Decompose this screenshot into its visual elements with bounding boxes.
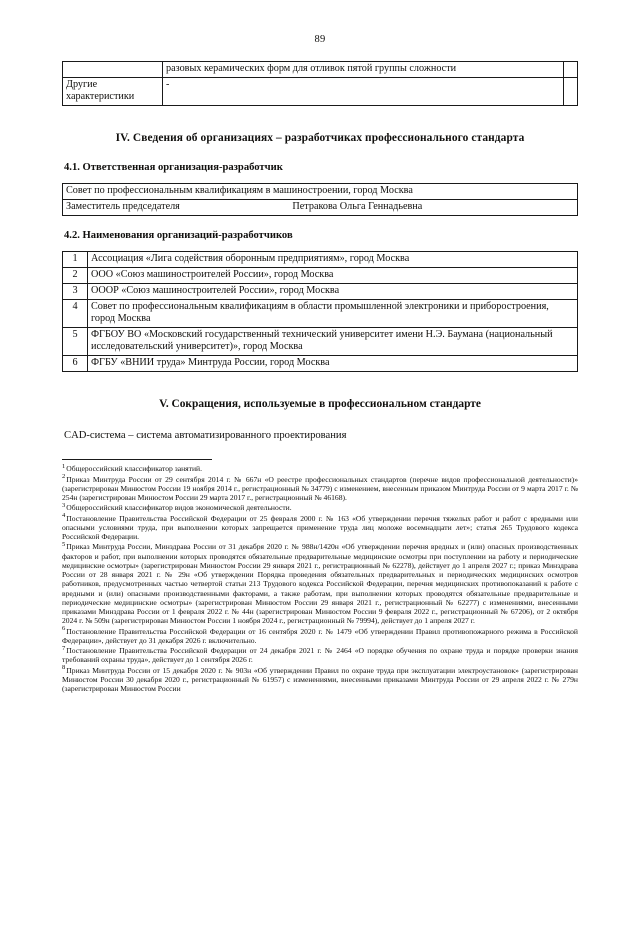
responsible-organization-name: Совет по профессиональным квалификациям в машиностроении, город Москва [63,184,578,200]
section-5-title: V. Сокращения, используемые в профессиональном стандарте [159,398,481,411]
row-number: 4 [63,300,88,328]
footnote [62,646,578,665]
footnote-text: Общероссийский классификатор видов экономической деятельности. [66,503,292,513]
table-row [63,184,578,200]
footnote [62,464,578,473]
table-row [63,78,578,106]
responsible-position: Заместитель председателя [66,201,180,213]
footnote-marker: 3 [62,501,66,509]
footnote-marker: 2 [62,473,66,481]
row-number: 2 [63,268,88,284]
section-4-2-heading: 4.2. Наименования организаций-разработчиков [64,230,293,242]
organization-name: ООО «Союз машиностроителей России», город Москва [88,268,578,284]
footnote-text: Приказ Минтруда России, Минздрава России от 31 декабря 2020 г. № 988н/1420н «Об утверждении перечня вредных и (или) опасных производственных факторов и работ, при выполнении которых проводятся обязательные предварительные медицинские осмотры при поступлении на работу и периодические медицинские осмотры» (зарегистрирован Минюстом России 29 января 2021 г., регистрационный № 62278), действует до 1 апреля 2027 г.; приказ Минздрава России от 28 января 2021 г. № 29н «Об утверждении Порядка проведения обязательных предварительных и периодических медицинских осмотров работников, предусмотренных частью четвертой статьи 213 Трудового кодекса Российской Федерации, перечня медицинских противопоказаний к работе с вредными и (или) опасными производственными факторами, а также работам, при выполнении которых проводятся обязательные предварительные и периодические медицинские осмотры» (зарегистрирован Минюстом России 29 января 2021 г., регистрационный № 62277) с изменениями, внесенными приказами Минздрава России от 1 февраля 2022 г. № 44н (зарегистрирован Минюстом России 9 февраля 2022 г., регистрационный № 67206), от 2 октября 2024 г. № 509н (зарегистрирован Минюстом России 1 ноября 2024 г., регистрационный № 79994), действует до 1 апреля 2027 г. [62,542,578,626]
section-4-title: IV. Сведения об организациях – разработчиках профессионального стандарта [115,132,525,145]
responsible-position-cell [63,200,578,216]
footnote-marker: 5 [62,540,66,548]
row-number: 1 [63,252,88,268]
row-value: - [163,78,564,106]
abbreviation-item: CAD-система – система автоматизированного проектирования [64,430,347,442]
footnote-marker: 4 [62,512,66,520]
organization-name: Совет по профессиональным квалификациям в области промышленной электроники и приборостроения, город Москва [88,300,578,328]
table-row [63,200,578,216]
footnote-text: Постановление Правительства Российской Федерации от 24 декабря 2021 г. № 2464 «О порядке обучения по охране труда и порядке проверки знания требований охраны труда», действует до 1 сентября 2026 г. [62,646,578,665]
footnote-text: Общероссийский классификатор занятий. [66,464,202,474]
organization-name: ФГБУ «ВНИИ труда» Минтруда России, город Москва [88,356,578,372]
footnote-text: Приказ Минтруда России от 29 сентября 2014 г. № 667н «О реестре профессиональных стандартов (перечне видов профессиональной деятельности)» (зарегистрирован Минюстом России 19 ноября 2014 г., регистрационный № 34779) с изменением, внесенным приказом Минтруда России от 9 марта 2017 г. № 254н (зарегистрирован Минюстом России 29 марта 2017 г., регистрационный № 46168). [62,474,578,503]
table-row [63,300,578,328]
row-number: 6 [63,356,88,372]
footnote [62,514,578,542]
organization-name: ОООР «Союз машиностроителей России», город Москва [88,284,578,300]
row-number: 5 [63,328,88,356]
footnote [62,542,578,625]
footnote [62,503,578,512]
footnotes-block [62,441,578,693]
footnote-text: Приказ Минтруда России от 15 декабря 2020 г. № 903н «Об утверждении Правил по охране труда при эксплуатации электроустановок» (зарегистрирован Минюстом России 30 декабря 2020 г., регистрационный № 61957) с изменениями, внесенными приказами Минтруда России от 29 апреля 2022 г. № 279н (зарегистрирован Минюстом России [62,665,578,694]
table-row [63,268,578,284]
table-row [63,62,578,78]
footnote [62,475,578,503]
organization-name: ФГБОУ ВО «Московский государственный технический университет имени Н.Э. Баумана (национальный исследовательский университет)», город Москва [88,328,578,356]
page-content [62,61,578,441]
table-row [63,284,578,300]
characteristics-table [62,61,578,106]
row-value: разовых керамических форм для отливок пятой группы сложности [163,62,564,78]
section-4-1-heading: 4.1. Ответственная организация-разработчик [64,162,283,174]
footnote-separator [62,459,212,460]
table-row [63,356,578,372]
table-row [63,252,578,268]
row-extra [564,62,578,78]
footnote-marker: 8 [62,664,66,672]
row-number: 3 [63,284,88,300]
organization-name: Ассоциация «Лига содействия оборонным предприятиям», город Москва [88,252,578,268]
footnote-text: Постановление Правительства Российской Федерации от 16 сентября 2020 г. № 1479 «Об утверждении Правил противопожарного режима в Российской Федерации», действует до 31 декабря 2026 г. включительно. [62,626,578,645]
developer-organizations-table [62,251,578,372]
page-number: 89 [314,34,326,45]
row-label [63,62,163,78]
footnote [62,627,578,646]
row-extra [564,78,578,106]
table-row [63,328,578,356]
footnote-marker: 6 [62,625,66,633]
document-page [0,34,640,939]
row-label: Другие характеристики [63,78,163,106]
footnote-marker: 1 [62,462,66,470]
responsible-organization-table [62,183,578,216]
responsible-person: Петракова Ольга Геннадьевна [292,201,423,213]
footnote-marker: 7 [62,644,66,652]
footnote [62,666,578,694]
footnote-text: Постановление Правительства Российской Федерации от 25 февраля 2000 г. № 163 «Об утверждении перечня тяжелых работ и работ с вредными или опасными условиями труда, при выполнении которых запрещается применение труда лиц моложе восемнадцати лет»; статья 265 Трудового кодекса Российской Федерации. [62,513,578,542]
